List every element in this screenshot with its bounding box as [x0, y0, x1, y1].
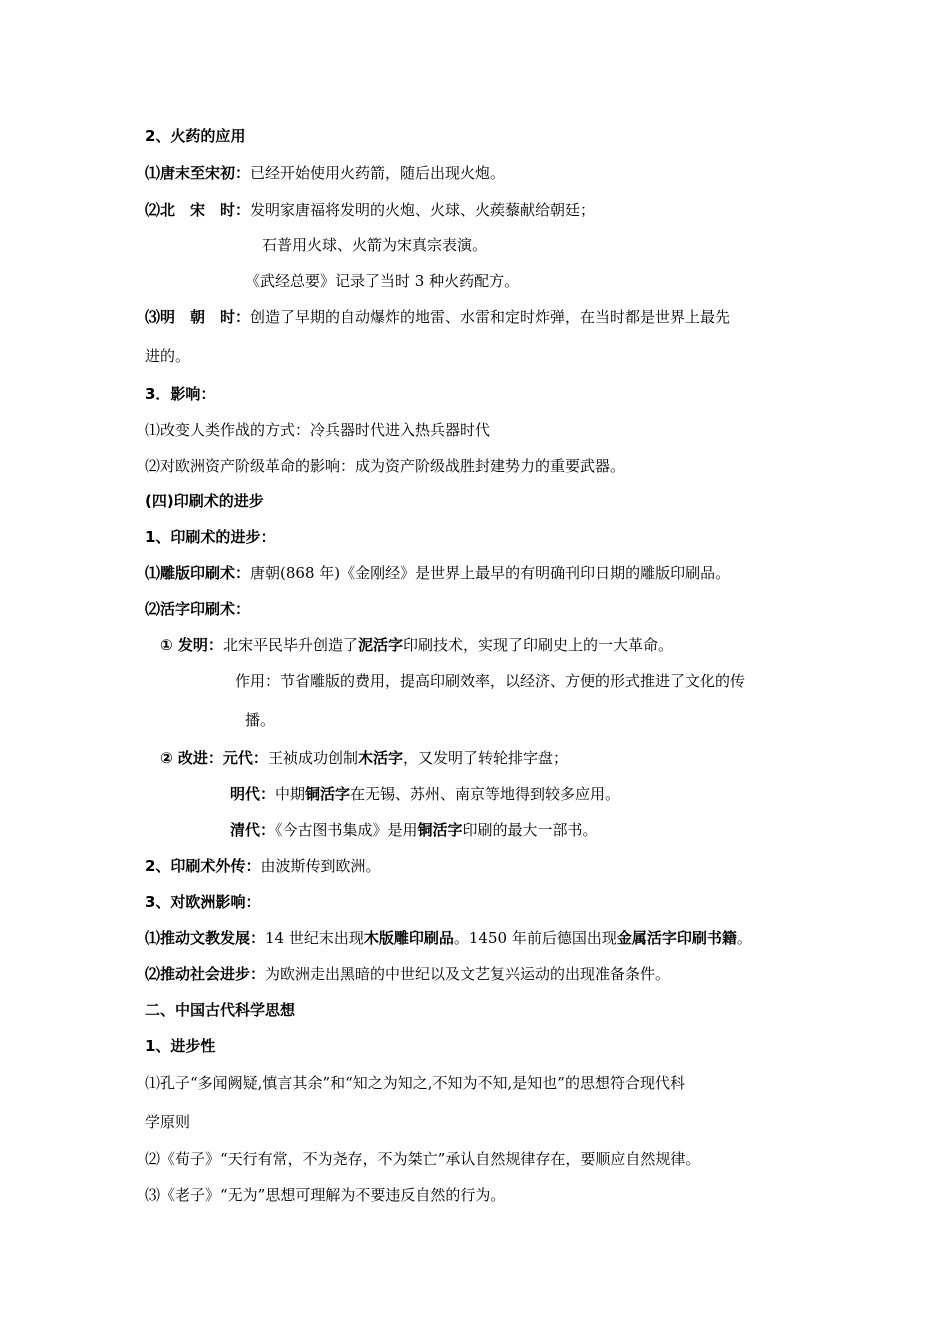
line-text: 为欧洲走出黑暗的中世纪以及文艺复兴运动的出现准备条件。 — [265, 965, 671, 983]
line-head: 1、印刷术的进步： — [145, 528, 276, 546]
line-text: ⑴孔子“多闻阙疑,慎言其余”和“知之为知之,不知为不知,是知也”的思想符合现代科 — [145, 1074, 685, 1092]
text-line — [145, 200, 595, 220]
line-part: 泥活字 — [357, 636, 403, 654]
text-line — [145, 964, 670, 984]
heading-printing-progress — [145, 491, 264, 511]
text-line — [145, 346, 190, 366]
line-head: 3、对欧洲影响： — [145, 893, 261, 911]
line-part: 铜活字 — [305, 785, 351, 803]
line-part: 北宋平民毕升创造了 — [222, 636, 358, 654]
line-part: ⑴推动文教发展： — [145, 929, 266, 947]
line-text: 石普用火球、火箭为宋真宗表演。 — [262, 236, 488, 254]
line-head: 3．影响： — [145, 385, 216, 403]
heading-europe-influence — [145, 892, 260, 912]
line-text: 播。 — [245, 711, 276, 729]
line-head: ⑵活字印刷术： — [145, 600, 251, 618]
line-part: 木版雕印刷品 — [363, 929, 454, 947]
line-part: 明代： — [230, 785, 276, 803]
text-line — [160, 748, 568, 768]
line-text: 进的。 — [145, 347, 191, 365]
line-head: (四)印刷术的进步 — [145, 492, 264, 510]
line-part: 中期 — [275, 785, 306, 803]
line-part: ① 发明： — [160, 636, 223, 654]
heading-progressiveness — [145, 1036, 215, 1056]
line-head: 二、中国古代科学思想 — [145, 1001, 296, 1019]
text-line — [145, 928, 752, 948]
text-line — [235, 671, 745, 691]
line-head: 1、进步性 — [145, 1037, 216, 1055]
text-line — [230, 784, 620, 804]
line-part: ② 改进：元代： — [160, 749, 268, 767]
text-line — [145, 1185, 505, 1205]
line-text: ⑴改变人类作战的方式：冷兵器时代进入热兵器时代 — [145, 421, 491, 439]
line-part: 清代： — [230, 821, 276, 839]
line-part: 在无锡、苏州、南京等地得到较多应用。 — [350, 785, 621, 803]
text-line — [145, 307, 730, 327]
line-head: ⑴唐末至宋初： — [145, 164, 251, 182]
line-head: 2、印刷术外传： — [145, 857, 261, 875]
line-text: 《武经总要》记录了当时 3 种火药配方。 — [245, 272, 520, 290]
line-text: ⑵《荀子》“天行有常，不为尧存，不为桀亡”承认自然规律存在，要顺应自然规律。 — [145, 1150, 701, 1168]
heading-printing-advance — [145, 527, 275, 547]
line-part: 。 — [736, 929, 752, 947]
line-text: 唐朝(868 年)《金刚经》是世界上最早的有明确刊印日期的雕版印刷品。 — [250, 564, 731, 582]
heading-ancient-science-thought — [145, 1000, 295, 1020]
line-part: ，又发明了转轮排字盘； — [402, 749, 568, 767]
line-text: 作用：节省雕版的费用，提高印刷效率，以经济、方便的形式推进了文化的传 — [235, 672, 746, 690]
line-part: 印刷的最大一部书。 — [462, 821, 598, 839]
line-head: 2、火药的应用 — [145, 127, 246, 145]
line-text: 已经开始使用火药箭，随后出现火炮。 — [250, 164, 506, 182]
line-text: 由波斯传到欧洲。 — [260, 857, 381, 875]
text-line — [160, 635, 673, 655]
line-part: 木活字 — [357, 749, 403, 767]
line-head: ⑵北 宋 时： — [145, 201, 251, 219]
line-head: ⑴雕版印刷术： — [145, 564, 251, 582]
text-line — [145, 456, 625, 476]
line-text: ⑶《老子》“无为”思想可理解为不要违反自然的行为。 — [145, 1186, 506, 1204]
line-part: 14 世纪末出现 — [265, 929, 364, 947]
line-part: 印刷技术，实现了印刷史上的一大革命。 — [402, 636, 673, 654]
heading-movable-type — [145, 599, 250, 619]
line-part: 《今古图书集成》是用 — [275, 821, 418, 839]
line-head: ⑶明 朝 时： — [145, 308, 251, 326]
text-line — [145, 563, 730, 583]
line-head: ⑵推动社会进步： — [145, 965, 266, 983]
text-line — [145, 1149, 700, 1169]
line-part: 铜活字 — [417, 821, 463, 839]
text-line — [145, 1112, 190, 1132]
text-line — [145, 163, 505, 183]
text-line — [145, 1073, 685, 1093]
text-line — [145, 420, 490, 440]
line-text: ⑵对欧洲资产阶级革命的影响：成为资产阶级战胜封建势力的重要武器。 — [145, 457, 626, 475]
heading-influence — [145, 384, 215, 404]
line-part: 金属活字印刷书籍 — [616, 929, 737, 947]
line-part: 。1450 年前后德国出现 — [453, 929, 617, 947]
text-line — [262, 235, 487, 255]
text-line — [230, 820, 598, 840]
line-text: 学原则 — [145, 1113, 191, 1131]
line-part: 王祯成功创制 — [267, 749, 358, 767]
heading-gunpowder-application — [145, 126, 245, 146]
text-line — [245, 271, 519, 291]
line-text: 发明家唐福将发明的火炮、火球、火蒺藜献给朝廷； — [250, 201, 596, 219]
line-text: 创造了早期的自动爆炸的地雷、水雷和定时炸弹，在当时都是世界上最先 — [250, 308, 731, 326]
text-line — [145, 856, 380, 876]
text-line — [245, 710, 275, 730]
